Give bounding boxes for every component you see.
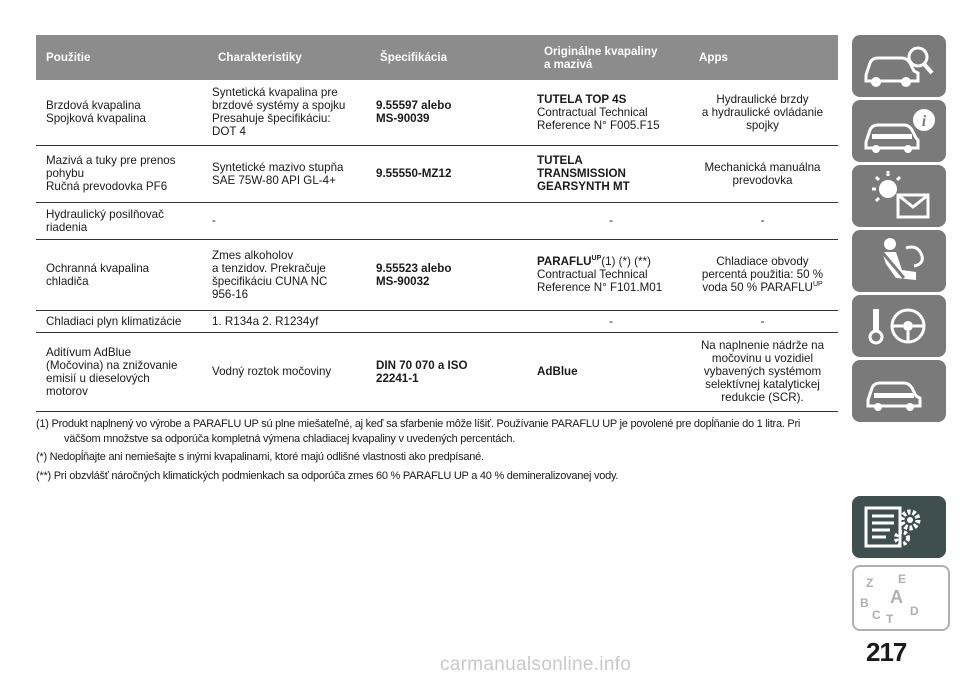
- footnote: [36, 469, 838, 484]
- cell-characteristics: Syntetické mazivo stupňa SAE 75W-80 API GL-4+: [208, 145, 370, 202]
- cell-characteristics: -: [208, 202, 370, 239]
- tab-starting-driving[interactable]: [852, 295, 946, 357]
- cell-apps: Mechanická manuálna prevodovka: [689, 145, 838, 202]
- cell-characteristics: Syntetická kvapalina pre brzdové systémy a spojku Presahuje špecifikáciu: DOT 4: [208, 80, 370, 145]
- cell-apps: Hydraulické brzdy a hydraulické ovládanie spojky: [689, 80, 838, 145]
- watermark: carmanualsonline.info: [440, 654, 632, 675]
- tab-technical-data[interactable]: [852, 496, 946, 558]
- product-footnote-marks: (1) (*) (**): [601, 255, 651, 268]
- table-row: [36, 80, 838, 145]
- header-apps: Apps: [689, 35, 838, 80]
- footnote: [36, 417, 838, 446]
- table-row: [36, 202, 838, 239]
- tab-car-info[interactable]: [852, 100, 946, 162]
- tab-car-search[interactable]: [852, 35, 946, 97]
- svg-text:Z: Z: [866, 576, 874, 590]
- apps-superscript: UP: [812, 281, 823, 289]
- footnotes: [36, 417, 838, 487]
- footnote-text: Nedopĺňajte ani nemiešajte s inými kvapalinami, ktoré majú odlišné vlastnosti ako predpísané.: [49, 451, 484, 463]
- cell-usage: Hydraulický posilňovač riadenia: [36, 202, 208, 239]
- cell-usage: Mazivá a tuky pre prenos pohybu Ručná prevodovka PF6: [36, 145, 208, 202]
- footnote-mark: (1): [36, 418, 49, 430]
- key-steering-wheel-icon: [852, 295, 946, 357]
- airbag-person-icon: [852, 230, 946, 292]
- specification-table: [36, 35, 838, 412]
- product-reference: Contractual Technical Reference N° F101.M01: [537, 268, 663, 294]
- warning-light-mail-icon: [852, 165, 946, 227]
- cell-specification: 9.55597 alebo MS-90039: [370, 80, 534, 145]
- svg-text:A: A: [890, 587, 903, 607]
- footnote-mark: (*): [36, 451, 47, 463]
- header-usage: Použitie: [36, 35, 208, 80]
- table-row: [36, 332, 838, 411]
- tab-safety[interactable]: [852, 230, 946, 292]
- cell-usage: Aditívum AdBlue (Močovina) na znižovanie emisií u dieselových motorov: [36, 332, 208, 411]
- tab-warning-lights[interactable]: [852, 165, 946, 227]
- cell-usage: Chladiaci plyn klimatizácie: [36, 310, 208, 332]
- product-superscript: UP: [591, 255, 602, 263]
- footnote: [36, 450, 838, 465]
- tab-index[interactable]: [852, 565, 950, 631]
- header-characteristics: Charakteristiky: [208, 35, 370, 80]
- tab-emergency[interactable]: [852, 360, 946, 422]
- cell-apps: [689, 239, 838, 310]
- cell-product: [534, 239, 689, 310]
- page-number: 217: [866, 637, 907, 667]
- product-reference: Contractual Technical Reference N° F005.F15: [537, 105, 660, 132]
- product-name: TUTELA TOP 4S: [537, 92, 627, 106]
- cell-characteristics: Zmes alkoholov a tenzidov. Prekračuje špecifikáciu CUNA NC 956-16: [208, 239, 370, 310]
- cell-specification: DIN 70 070 a ISO 22241-1: [370, 332, 534, 411]
- cell-apps: Na naplnenie nádrže na močovinu u vozidiel vybavených systémom selektívnej katalytickej redukcie (SCR).: [689, 332, 838, 411]
- product-name-line: [537, 255, 685, 268]
- cell-specification: [370, 310, 534, 332]
- svg-text:D: D: [910, 604, 919, 618]
- cell-specification: 9.55523 alebo MS-90032: [370, 239, 534, 310]
- table-row: [36, 239, 838, 310]
- svg-text:B: B: [860, 596, 869, 610]
- table-row: [36, 145, 838, 202]
- cell-specification: [370, 202, 534, 239]
- cell-usage: Ochranná kvapalina chladiča: [36, 239, 208, 310]
- footnote-mark: (**): [36, 469, 51, 482]
- cell-specification: 9.55550-MZ12: [370, 145, 534, 202]
- car-wrench-icon: [852, 360, 946, 422]
- cell-apps: -: [689, 202, 838, 239]
- cell-product: -: [534, 310, 689, 332]
- header-original-fluids: Originálne kvapaliny a mazivá: [534, 35, 689, 80]
- cell-apps: -: [689, 310, 838, 332]
- svg-text:i: i: [921, 113, 927, 130]
- cell-characteristics: 1. R134a 2. R1234yf: [208, 310, 370, 332]
- alphabet-index-icon: [854, 567, 948, 629]
- cell-characteristics: Vodný roztok močoviny: [208, 332, 370, 411]
- car-info-icon: [852, 100, 946, 162]
- header-specification: Špecifikácia: [370, 35, 534, 80]
- svg-text:T: T: [886, 612, 894, 626]
- product-name: TUTELA TRANSMISSION GEARSYNTH MT: [537, 154, 630, 193]
- car-search-icon: [852, 35, 946, 97]
- table-row: [36, 310, 838, 332]
- apps-text: Chladiace obvody percentá použitia: 50 % voda 50 % PARAFLU: [701, 255, 824, 294]
- svg-text:E: E: [898, 572, 907, 586]
- cell-product: AdBlue: [534, 332, 689, 411]
- footnote-text: Pri obzvlášť náročných klimatických podmienkach sa odporúča zmes 60 % PARAFLU UP a 40 % demineralizovanej vody.: [53, 469, 619, 482]
- cell-product: [534, 80, 689, 145]
- svg-text:C: C: [872, 608, 881, 622]
- cell-product: [534, 145, 689, 202]
- product-name: PARAFLU: [537, 255, 592, 268]
- cell-usage: Brzdová kvapalina Spojková kvapalina: [36, 80, 208, 145]
- document-gears-icon: [852, 496, 946, 558]
- footnote-text: Produkt naplnený vo výrobe a PARAFLU UP sú plne miešateľné, aj keď sa sfarbenie môže líšiť. Používanie PARAFLU UP je povolené pre dopĺňanie do 1 litra. Pri väčšom množstve sa odporúča kompletná výmena chladiacej kvapaliny v uvedených percentách.: [51, 418, 801, 445]
- table-header-row: [36, 35, 838, 80]
- cell-product: -: [534, 202, 689, 239]
